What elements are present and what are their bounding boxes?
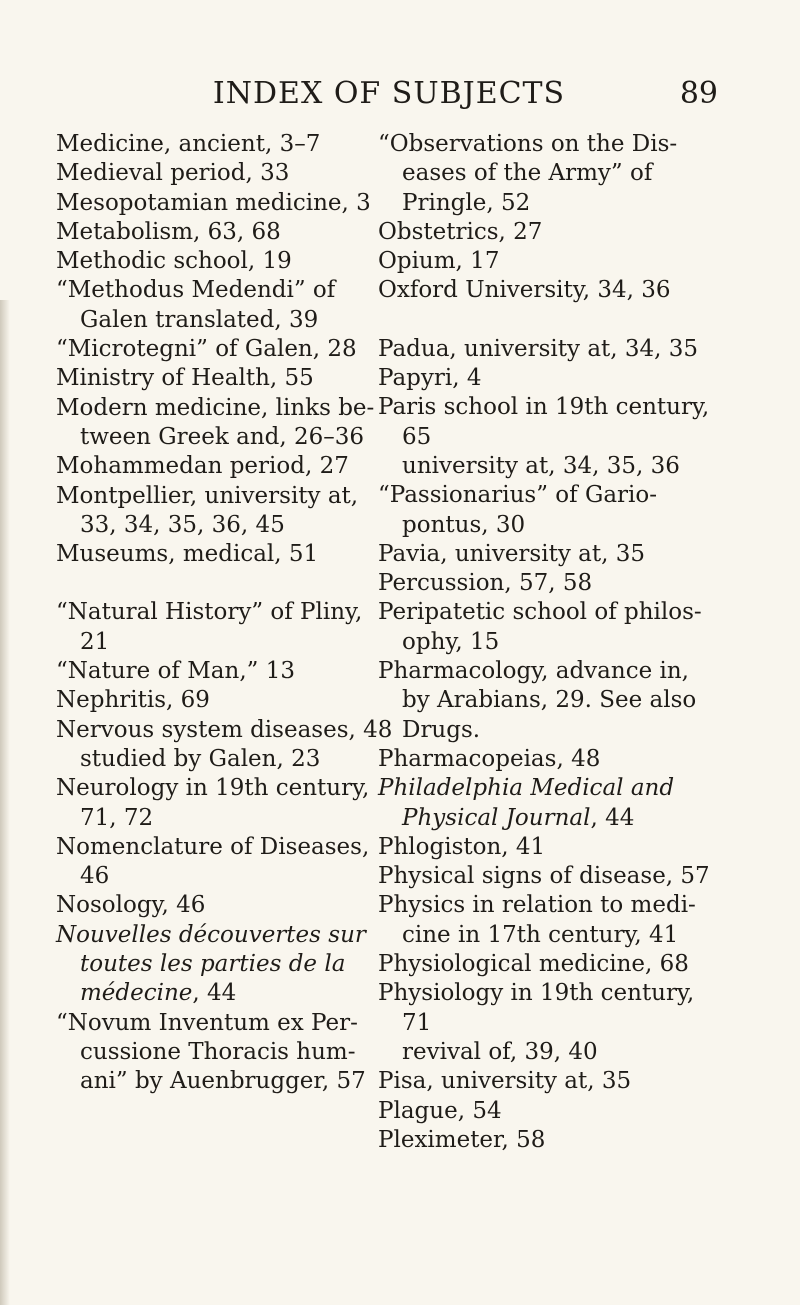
- index-entry-line: revival of, 39, 40: [402, 1038, 598, 1065]
- index-entry-line: Physical signs of disease, 57: [378, 863, 710, 890]
- index-entry-line: Drugs.: [402, 716, 481, 743]
- index-entry: [378, 1038, 718, 1067]
- index-entry-line: Neurology in 19th century,: [56, 775, 370, 802]
- index-entry-line: Metabolism, 63, 68: [56, 218, 281, 245]
- index-entry-line: “Methodus Medendi” of: [56, 277, 336, 304]
- index-entry: [378, 393, 718, 452]
- index-entry-line: Ministry of Health, 55: [56, 365, 314, 392]
- index-entry: [378, 979, 718, 1038]
- index-entry: [378, 247, 718, 276]
- index-entry-line: 21: [80, 628, 110, 655]
- index-entry: [378, 598, 718, 657]
- index-entry: [378, 452, 718, 481]
- index-entry-line: Montpellier, university at,: [56, 482, 359, 509]
- index-entry: [378, 950, 718, 979]
- index-entry: [378, 276, 718, 305]
- index-entry: [56, 745, 346, 774]
- index-entry-line: “Passionarius” of Gario-: [378, 482, 658, 509]
- index-entry-line: Pavia, university at, 35: [378, 540, 645, 567]
- index-entry: [378, 130, 718, 218]
- index-entry-line: ophy, 15: [402, 628, 500, 655]
- index-entry: [378, 218, 718, 247]
- index-entry-line: 71, 72: [80, 804, 154, 831]
- index-entry-line: “Novum Inventum ex Per-: [56, 1009, 358, 1036]
- index-entry-line: university at, 34, 35, 36: [402, 452, 680, 479]
- index-entry-line: Obstetrics, 27: [378, 218, 543, 245]
- index-entry-line: 65: [402, 423, 432, 450]
- page-header: [60, 76, 718, 118]
- index-entry: [56, 364, 346, 393]
- index-entry: [56, 452, 349, 481]
- index-entry: [56, 335, 357, 364]
- index-entry: [378, 1126, 718, 1155]
- index-entry-line: “Observations on the Dis-: [378, 131, 678, 157]
- index-entry: [378, 481, 718, 540]
- index-entry-line: “Microtegni” of Galen, 28: [56, 336, 357, 363]
- index-entry-line: Papyri, 4: [378, 365, 482, 392]
- index-entry-line: ani” by Auenbrugger, 57: [80, 1068, 366, 1095]
- index-entry: [56, 276, 346, 335]
- page-edge-shadow: [0, 300, 10, 1305]
- index-entry-line: Pringle, 52: [402, 189, 531, 216]
- index-entry-line: toutes les parties de la: [80, 951, 346, 978]
- index-entry: [56, 247, 346, 276]
- index-entry: [378, 364, 718, 393]
- index-entry-line: Nomenclature of Diseases,: [56, 833, 370, 860]
- index-entry: [378, 657, 718, 745]
- index-entry-line: Phlogiston, 41: [378, 833, 546, 860]
- index-entry: [56, 657, 346, 686]
- index-entry: [56, 921, 366, 1009]
- index-entry-line: Peripatetic school of philos-: [378, 599, 702, 626]
- index-entry-line: Physics in relation to medi-: [378, 892, 696, 919]
- index-entry: [378, 540, 718, 569]
- index-entry: [56, 598, 363, 657]
- index-entry: [56, 540, 346, 569]
- index-entry: [56, 1009, 366, 1097]
- index-entry-line: Nephritis, 69: [56, 687, 210, 714]
- index-entry-line: tween Greek and, 26–36: [80, 423, 365, 450]
- index-entry: [378, 891, 718, 950]
- index-entry: [378, 1067, 718, 1096]
- index-entry-line: Padua, university at, 34, 35: [378, 335, 699, 362]
- index-entry-line: Pleximeter, 58: [378, 1126, 546, 1153]
- index-entry-line: cine in 17th century, 41: [402, 921, 679, 948]
- index-column-left: [56, 130, 393, 1097]
- index-entry: [378, 862, 718, 891]
- header-title: INDEX OF SUBJECTS: [212, 76, 566, 111]
- index-entry: [56, 716, 393, 745]
- index-entry: [56, 833, 370, 892]
- index-entry: [56, 159, 346, 188]
- index-entry-line: Oxford University, 34, 36: [378, 277, 671, 304]
- index-entry: [56, 130, 346, 159]
- index-entry-line: eases of the Army” of: [402, 160, 653, 187]
- index-entry-line: Modern medicine, links be-: [56, 394, 375, 421]
- index-entry: [56, 394, 375, 453]
- index-entry-line: Mohammedan period, 27: [56, 453, 349, 480]
- index-entry-line: Philadelphia Medical and: [378, 775, 675, 802]
- index-entry: [378, 335, 718, 364]
- index-entry: [378, 569, 718, 598]
- index-entry-line: Pharmacopeias, 48: [378, 745, 601, 772]
- index-entry-line: Opium, 17: [378, 248, 500, 275]
- index-entry-line: Plague, 54: [378, 1097, 502, 1124]
- index-entry-line: pontus, 30: [402, 511, 526, 538]
- index-entry-line: Physiological medicine, 68: [378, 951, 689, 978]
- index-entry: [56, 189, 371, 218]
- index-entry-line: Nouvelles découvertes sur: [56, 921, 366, 948]
- index-entry-line: “Nature of Man,” 13: [56, 658, 295, 685]
- index-entry-line: Pisa, university at, 35: [378, 1068, 632, 1095]
- index-entry-line: Physical Journal, 44: [402, 804, 635, 831]
- index-entry-line: Medicine, ancient, 3–7: [56, 131, 321, 157]
- index-entry-line: Mesopotamian medicine, 3: [56, 189, 371, 216]
- index-entry: [378, 1097, 718, 1126]
- index-entry: [56, 218, 346, 247]
- index-entry: [56, 774, 370, 833]
- index-entry-line: “Natural History” of Pliny,: [56, 599, 363, 626]
- index-entry-line: Nervous system diseases, 48: [56, 716, 393, 743]
- index-entry-line: Physiology in 19th century,: [378, 980, 695, 1007]
- index-entry-line: Methodic school, 19: [56, 248, 292, 275]
- index-entry-line: studied by Galen, 23: [80, 745, 321, 772]
- index-entry: [56, 482, 359, 541]
- index-entry-line: Paris school in 19th century,: [378, 394, 710, 421]
- index-entry-line: Pharmacology, advance in,: [378, 658, 689, 685]
- index-entry-line: 33, 34, 35, 36, 45: [80, 511, 285, 538]
- index-entry-line: cussione Thoracis hum-: [80, 1038, 356, 1065]
- index-entry: [378, 745, 718, 774]
- index-entry-line: Medieval period, 33: [56, 160, 290, 187]
- index-entry: [56, 686, 346, 715]
- index-entry-line: 46: [80, 863, 110, 890]
- index-entry-line: Museums, medical, 51: [56, 541, 319, 568]
- index-column-right: [378, 130, 718, 1155]
- index-entry-line: Percussion, 57, 58: [378, 570, 593, 597]
- index-entry-line: médecine, 44: [80, 980, 237, 1007]
- index-entry-line: Nosology, 46: [56, 892, 206, 919]
- index-entry: [378, 833, 718, 862]
- index-entry-line: by Arabians, 29. See also: [402, 687, 697, 714]
- index-entry-line: 71: [402, 1009, 432, 1036]
- page-number: 89: [679, 76, 718, 111]
- index-entry: [378, 774, 718, 833]
- index-entry: [56, 891, 346, 920]
- index-entry-line: Galen translated, 39: [80, 306, 319, 333]
